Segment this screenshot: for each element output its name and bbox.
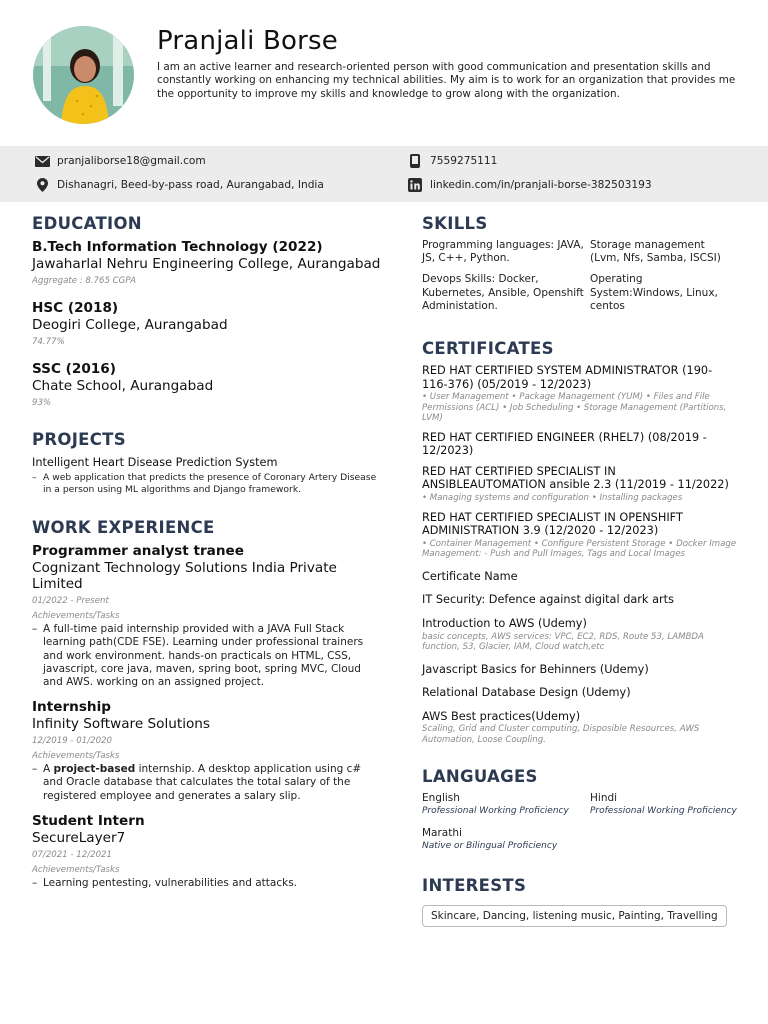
skill-item: Operating System:Windows, Linux, centos — [590, 273, 718, 312]
certificate-item — [422, 686, 737, 700]
envelope-icon — [34, 154, 50, 168]
education-item — [32, 361, 382, 408]
certificate-item — [422, 364, 737, 424]
linkedin-text: linkedin.com/in/pranjali-borse-382503193 — [430, 179, 652, 191]
candidate-name: Pranjali Borse — [157, 26, 338, 56]
job-date: 07/2021 - 12/2021 — [32, 849, 112, 860]
skill-item: Programming languages: JAVA, JS, C++, Python. — [422, 239, 584, 265]
education-item — [32, 239, 382, 286]
certificate-title: RED HAT CERTIFIED SYSTEM ADMINISTRATOR (190-116-376) (05/2019 - 12/2023) — [422, 364, 713, 391]
interests-heading: INTERESTS — [422, 875, 527, 895]
job-achievements-label: Achievements/Tasks — [32, 611, 120, 622]
skills-section — [422, 214, 737, 313]
certificate-title: Certificate Name — [422, 569, 518, 583]
education-degree: HSC (2018) — [32, 300, 119, 316]
job-entry — [32, 543, 382, 689]
language-name: Marathi — [422, 826, 462, 839]
job-description — [43, 763, 382, 803]
certificate-item — [422, 593, 737, 607]
mobile-phone-icon — [407, 154, 423, 168]
dash-bullet-icon: – — [32, 623, 38, 636]
skills-grid — [422, 239, 737, 313]
interests-section — [422, 876, 737, 927]
job-title: Student Intern — [32, 812, 145, 829]
certificate-description: • User Management • Package Management (YUM) • Files and File Permissions (ACL) • Job Scheduling • Storage Management (Partitions, LVM) — [422, 392, 727, 424]
certificate-title: AWS Best practices(Udemy) — [422, 709, 581, 723]
job-company: Cognizant Technology Solutions India Private Limited — [32, 560, 337, 593]
interest-tag: Skincare, Dancing, listening music, Painting, Travelling — [422, 905, 727, 927]
contact-email[interactable] — [34, 154, 206, 168]
certificate-item — [422, 431, 737, 458]
resume-header — [0, 0, 768, 145]
project-bullet — [32, 472, 382, 495]
job-title: Programmer analyst tranee — [32, 543, 244, 560]
education-note: 74.77% — [32, 337, 65, 347]
languages-heading: LANGUAGES — [422, 767, 538, 787]
phone-text: 7559275111 — [430, 155, 498, 167]
certificate-title: Javascript Basics for Behinners (Udemy) — [422, 662, 649, 676]
dash-bullet-icon: – — [32, 763, 38, 776]
certificate-title: RED HAT CERTIFIED ENGINEER (RHEL7) (08/2019 - 12/2023) — [422, 430, 707, 458]
dash-bullet-icon: – — [32, 472, 37, 483]
language-level: Professional Working Proficiency — [422, 806, 569, 817]
education-degree: B.Tech Information Technology (2022) — [32, 239, 323, 255]
education-degree: SSC (2016) — [32, 361, 116, 377]
contact-linkedin[interactable] — [407, 178, 652, 192]
job-description-rest: internship. A desktop application using c# and Oracle database that calculates the total salary of the registered employee and generates a salary slip. — [43, 763, 362, 802]
education-note: 93% — [32, 398, 52, 408]
linkedin-icon — [407, 178, 423, 192]
languages-grid — [422, 792, 737, 851]
certificate-description: Scaling, Grid and Cluster computing, Disposible Resources, AWS Automation, Loose Coupling. — [422, 724, 700, 745]
education-school: Jawaharlal Nehru Engineering College, Aurangabad — [32, 256, 381, 272]
language-level: Professional Working Proficiency — [590, 806, 737, 817]
email-text: pranjaliborse18@gmail.com — [57, 155, 206, 167]
certificate-title: Introduction to AWS (Udemy) — [422, 616, 587, 630]
education-item — [32, 300, 382, 347]
languages-section — [422, 767, 737, 851]
skill-item: Storage management (Lvm, Nfs, Samba, ISCSI) — [590, 239, 721, 265]
certificate-item — [422, 511, 737, 560]
job-company: Infinity Software Solutions — [32, 716, 210, 733]
profile-photo-illustration — [33, 26, 134, 124]
certificate-title: RED HAT CERTIFIED SPECIALIST IN OPENSHIFT ADMINISTRATION 3.9 (12/2020 - 12/2023) — [422, 510, 683, 538]
skill-item: Devops Skills: Docker, Kubernetes, Ansible, Openshift Administation. — [422, 273, 584, 312]
language-name: Hindi — [590, 792, 618, 805]
job-bullet — [32, 763, 382, 803]
job-description-bold: project-based — [53, 763, 136, 776]
language-item — [422, 827, 590, 852]
certificate-item — [422, 570, 737, 584]
education-heading: EDUCATION — [32, 214, 142, 233]
right-column — [422, 214, 737, 927]
certificate-item — [422, 710, 737, 746]
job-entry — [32, 813, 382, 890]
certificate-title: RED HAT CERTIFIED SPECIALIST IN ANSIBLEAUTOMATION ansible 2.3 (11/2019 - 11/2022) — [422, 464, 729, 492]
dash-bullet-icon: – — [32, 876, 38, 889]
work-experience-heading: WORK EXPERIENCE — [32, 518, 215, 538]
certificates-heading: CERTIFICATES — [422, 339, 554, 359]
job-description-prefix: A — [43, 763, 54, 776]
job-bullet — [32, 623, 382, 689]
education-school: Chate School, Aurangabad — [32, 378, 214, 394]
job-date: 12/2019 - 01/2020 — [32, 736, 112, 747]
education-school: Deogiri College, Aurangabad — [32, 317, 228, 333]
language-item — [422, 792, 590, 817]
address-text: Dishanagri, Beed-by-pass road, Aurangabad, India — [57, 179, 324, 191]
job-entry — [32, 699, 382, 803]
certificate-description: basic concepts, AWS services: VPC, EC2, RDS, Route 53, LAMBDA function, S3, Glacier, IAM, Cloud watch,etc — [422, 631, 704, 653]
location-pin-icon — [34, 178, 50, 192]
education-section — [32, 214, 382, 408]
job-description: Learning pentesting, vulnerabilities and attacks. — [43, 876, 298, 889]
certificate-item — [422, 617, 737, 653]
education-note: Aggregate : 8.765 CGPA — [32, 276, 136, 286]
skills-heading: SKILLS — [422, 214, 488, 233]
language-name: English — [422, 792, 460, 805]
projects-heading: PROJECTS — [32, 430, 126, 449]
contact-bar — [0, 146, 768, 202]
project-description: A web application that predicts the presence of Coronary Artery Disease in a person using ML algorithms and Django framework. — [43, 472, 377, 495]
certificate-title: Relational Database Design (Udemy) — [422, 686, 631, 700]
profile-summary: I am an active learner and research-oriented person with good communication and presentation skills and constantly working on enhancing my technical abilities. My aim is to work for an organization that provides me the opportunity to improve my skills and knowledge to grow along with the organization. — [157, 61, 736, 100]
left-column — [32, 214, 382, 900]
job-title: Internship — [32, 699, 111, 716]
job-company: SecureLayer7 — [32, 829, 126, 846]
contact-address — [34, 178, 324, 192]
certificates-section — [422, 339, 737, 745]
work-experience-section — [32, 518, 382, 890]
certificate-description: • Container Management • Configure Persistent Storage • Docker Image Management: - Push and Pull Images, Tags and Local Images — [422, 538, 737, 560]
project-name: Intelligent Heart Disease Prediction System — [32, 456, 278, 469]
projects-section — [32, 430, 382, 495]
profile-photo — [33, 26, 134, 124]
certificate-item — [422, 663, 737, 677]
certificate-title: IT Security: Defence against digital dark arts — [422, 593, 674, 607]
language-item — [590, 792, 737, 817]
language-level: Native or Bilingual Proficiency — [422, 840, 558, 851]
job-description: A full-time paid internship provided with a JAVA Full Stack learning path(CDE FSE). Learning under professional trainers and work environment. hands-on practicals on HTML, CSS, javascript, core java, maven, spring boot, spring MVC, Cloud and AWS. working on an assigned project. — [43, 623, 364, 688]
certificate-item — [422, 465, 737, 504]
job-date: 01/2022 - Present — [32, 596, 109, 607]
job-bullet — [32, 877, 382, 890]
job-achievements-label: Achievements/Tasks — [32, 864, 120, 875]
certificate-description: • Managing systems and configuration • Installing packages — [422, 493, 683, 504]
contact-phone[interactable] — [407, 154, 497, 168]
job-achievements-label: Achievements/Tasks — [32, 751, 120, 762]
